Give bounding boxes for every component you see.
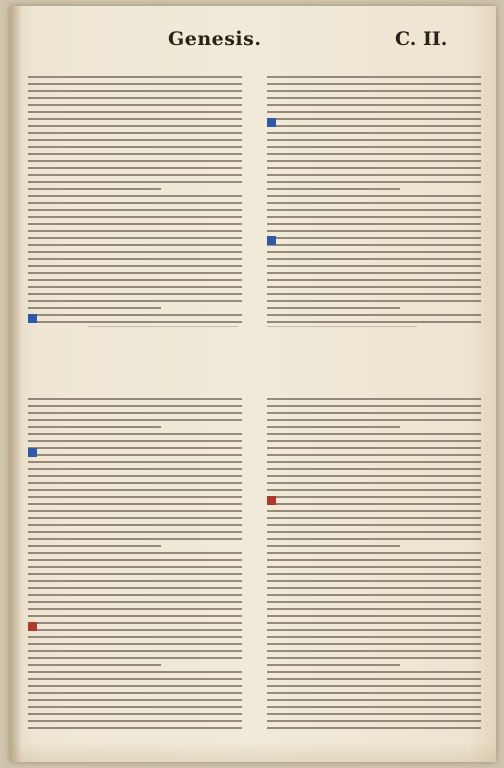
text-line xyxy=(267,272,481,274)
text-line xyxy=(28,195,242,197)
text-line xyxy=(28,132,242,134)
text-line xyxy=(267,90,481,92)
text-line xyxy=(267,160,481,162)
text-line xyxy=(267,720,481,722)
text-line xyxy=(267,97,481,99)
text-line xyxy=(28,720,242,722)
text-line xyxy=(28,237,242,239)
text-line xyxy=(267,293,481,295)
text-line xyxy=(267,622,481,624)
text-line xyxy=(267,454,481,456)
text-line xyxy=(267,685,481,687)
text-line xyxy=(267,398,481,400)
text-line xyxy=(267,559,481,561)
text-line xyxy=(28,244,242,246)
text-line xyxy=(267,195,481,197)
text-line xyxy=(28,629,242,631)
text-line xyxy=(267,692,481,694)
text-line xyxy=(267,475,481,477)
manuscript-page xyxy=(10,6,496,762)
text-line xyxy=(267,132,481,134)
text-line xyxy=(267,258,481,260)
text-line xyxy=(28,258,242,260)
rubricated-initial xyxy=(267,236,276,245)
text-line xyxy=(28,545,161,547)
text-line xyxy=(28,174,242,176)
text-line xyxy=(267,552,481,554)
inset-gloss-block xyxy=(88,326,238,349)
text-line xyxy=(267,468,481,470)
text-line xyxy=(267,538,481,540)
text-line xyxy=(28,566,242,568)
text-line xyxy=(28,90,242,92)
text-line xyxy=(267,671,481,673)
text-line xyxy=(267,601,481,603)
text-line xyxy=(267,412,481,414)
text-line xyxy=(267,489,481,491)
text-line xyxy=(28,230,242,232)
text-line xyxy=(28,496,242,498)
text-line xyxy=(267,678,481,680)
text-line xyxy=(28,160,242,162)
right-text-column xyxy=(267,76,481,736)
text-line xyxy=(28,678,242,680)
text-line xyxy=(28,573,242,575)
text-line xyxy=(28,209,242,211)
rubricated-initial xyxy=(28,448,37,457)
text-line xyxy=(267,188,400,190)
text-line xyxy=(28,188,161,190)
text-line xyxy=(28,636,242,638)
text-line xyxy=(28,594,242,596)
text-line xyxy=(267,706,481,708)
text-line xyxy=(28,419,242,421)
text-line xyxy=(28,664,161,666)
text-line xyxy=(28,727,242,729)
text-line xyxy=(267,664,400,666)
text-line xyxy=(267,503,481,505)
text-line xyxy=(267,286,481,288)
text-line xyxy=(267,321,481,323)
text-line xyxy=(267,650,481,652)
text-line xyxy=(28,181,242,183)
text-line xyxy=(28,517,242,519)
text-line xyxy=(28,440,242,442)
text-line xyxy=(28,454,242,456)
text-line xyxy=(28,125,242,127)
text-line xyxy=(267,76,481,78)
book-title: Genesis. xyxy=(168,28,262,50)
text-line xyxy=(28,538,242,540)
text-line xyxy=(28,650,242,652)
text-line xyxy=(267,531,481,533)
text-line xyxy=(28,559,242,561)
text-line xyxy=(28,118,242,120)
text-line xyxy=(267,440,481,442)
text-line xyxy=(28,692,242,694)
text-line xyxy=(267,111,481,113)
text-line xyxy=(28,489,242,491)
text-line xyxy=(28,713,242,715)
text-line xyxy=(267,167,481,169)
text-line xyxy=(28,167,242,169)
rubricated-initial xyxy=(267,496,276,505)
text-line xyxy=(28,510,242,512)
text-line xyxy=(28,97,242,99)
text-line xyxy=(28,622,242,624)
rubricated-initial xyxy=(28,314,37,323)
text-line xyxy=(267,447,481,449)
text-line xyxy=(267,405,481,407)
text-line xyxy=(28,615,242,617)
text-line xyxy=(28,321,242,323)
text-line xyxy=(267,139,481,141)
text-line xyxy=(28,433,242,435)
text-line xyxy=(28,104,242,106)
text-line xyxy=(267,216,481,218)
text-line xyxy=(267,461,481,463)
text-line xyxy=(28,706,242,708)
text-line xyxy=(28,405,242,407)
text-line xyxy=(28,279,242,281)
text-line xyxy=(267,482,481,484)
text-line xyxy=(28,300,242,302)
text-line xyxy=(267,265,481,267)
text-line xyxy=(267,615,481,617)
text-line xyxy=(267,699,481,701)
text-line xyxy=(28,272,242,274)
text-line xyxy=(28,552,242,554)
text-line xyxy=(267,594,481,596)
text-line xyxy=(28,531,242,533)
text-line xyxy=(267,104,481,106)
text-line xyxy=(28,398,242,400)
text-line xyxy=(28,524,242,526)
text-line xyxy=(28,475,242,477)
rubricated-initial xyxy=(267,118,276,127)
text-line xyxy=(267,587,481,589)
text-line xyxy=(28,601,242,603)
text-line xyxy=(267,125,481,127)
text-line xyxy=(28,503,242,505)
text-line xyxy=(28,286,242,288)
text-line xyxy=(267,636,481,638)
text-line xyxy=(28,83,242,85)
text-line xyxy=(267,181,481,183)
text-line xyxy=(267,580,481,582)
text-line xyxy=(28,251,242,253)
text-line xyxy=(267,419,481,421)
text-line xyxy=(267,727,481,729)
running-header xyxy=(10,28,496,56)
text-line xyxy=(267,244,481,246)
text-line xyxy=(28,685,242,687)
text-line xyxy=(267,230,481,232)
text-line xyxy=(267,300,481,302)
text-line xyxy=(28,671,242,673)
text-line xyxy=(267,510,481,512)
text-line xyxy=(267,713,481,715)
text-line xyxy=(267,237,481,239)
text-line xyxy=(28,587,242,589)
text-line xyxy=(28,314,242,316)
text-line xyxy=(267,279,481,281)
text-line xyxy=(28,153,242,155)
text-line xyxy=(267,83,481,85)
text-line xyxy=(267,251,481,253)
text-line xyxy=(28,216,242,218)
page-bottom-edge xyxy=(10,742,496,762)
text-line xyxy=(267,629,481,631)
text-line xyxy=(267,524,481,526)
text-line xyxy=(28,307,161,309)
text-line xyxy=(267,314,481,316)
text-line xyxy=(28,426,161,428)
text-line xyxy=(28,293,242,295)
text-line xyxy=(267,657,481,659)
text-line xyxy=(28,580,242,582)
left-text-column xyxy=(28,76,242,736)
text-line xyxy=(267,426,400,428)
binding-gutter xyxy=(10,6,22,762)
text-line xyxy=(267,153,481,155)
text-line xyxy=(267,573,481,575)
inset-gloss-block xyxy=(267,326,417,349)
text-line xyxy=(267,146,481,148)
text-line xyxy=(267,643,481,645)
text-line xyxy=(28,139,242,141)
text-line xyxy=(28,482,242,484)
text-line xyxy=(28,699,242,701)
text-line xyxy=(28,412,242,414)
text-line xyxy=(28,111,242,113)
text-line xyxy=(267,608,481,610)
text-line xyxy=(28,657,242,659)
text-line xyxy=(28,202,242,204)
text-line xyxy=(267,517,481,519)
text-line xyxy=(267,433,481,435)
text-line xyxy=(267,223,481,225)
text-line xyxy=(267,566,481,568)
chapter-number: C. II. xyxy=(395,28,448,50)
text-line xyxy=(267,545,400,547)
text-line xyxy=(28,461,242,463)
text-line xyxy=(267,118,481,120)
text-line xyxy=(267,496,481,498)
text-line xyxy=(267,202,481,204)
text-line xyxy=(28,223,242,225)
text-line xyxy=(28,468,242,470)
text-line xyxy=(28,76,242,78)
rubricated-initial xyxy=(28,622,37,631)
text-line xyxy=(267,209,481,211)
text-line xyxy=(28,146,242,148)
text-line xyxy=(28,265,242,267)
text-line xyxy=(28,447,242,449)
text-line xyxy=(28,608,242,610)
text-line xyxy=(267,174,481,176)
text-line xyxy=(28,643,242,645)
text-line xyxy=(267,307,400,309)
